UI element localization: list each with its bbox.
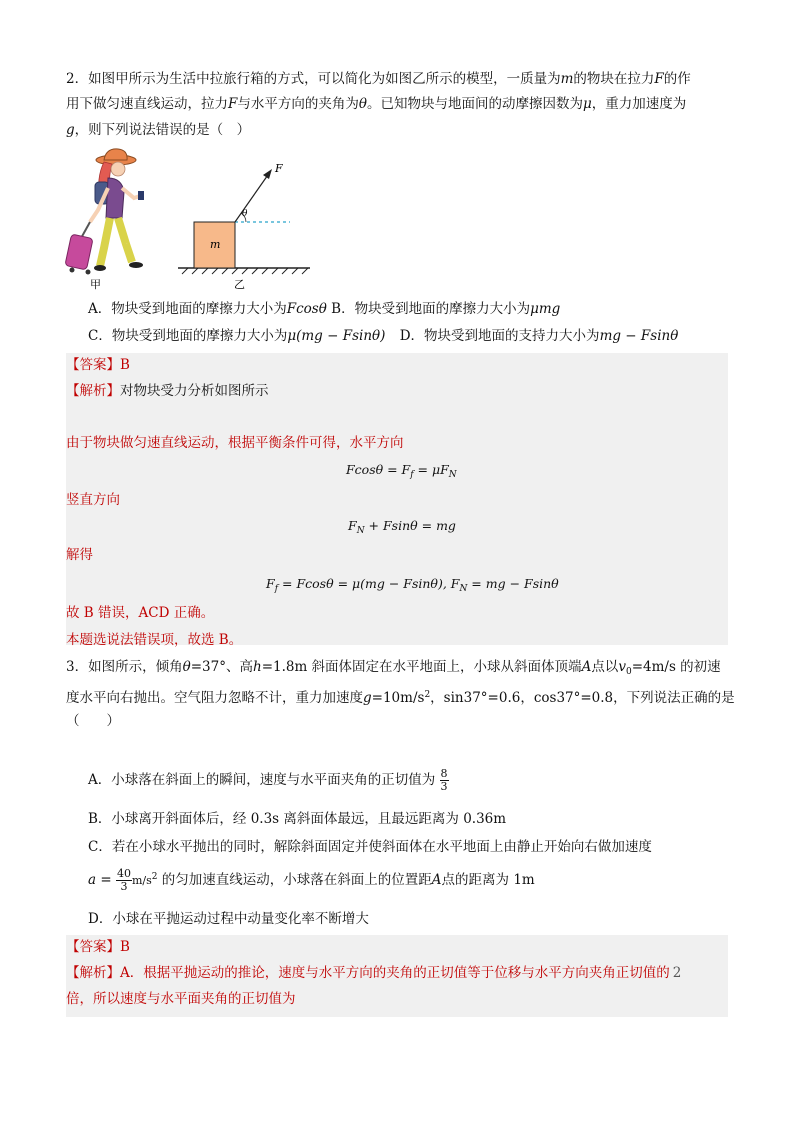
block-label-m: m <box>210 238 221 251</box>
q3-analysis-num: 2 <box>672 965 682 981</box>
q3-stem-line2 <box>66 686 735 707</box>
q3-answer: 【答案】B <box>66 939 130 955</box>
q2-text: 与水平方向的夹角为 <box>237 96 359 112</box>
q3-option-A-text: A．小球落在斜面上的瞬间，速度与水平面夹角的正切值为 <box>88 772 436 788</box>
q3-option-D: D．小球在平抛运动过程中动量变化率不断增大 <box>88 911 369 927</box>
eq-sub: f <box>410 470 414 480</box>
q3-text: =37°、高 <box>190 659 253 675</box>
q2-option-C: C．物块受到地面的摩擦力大小为 <box>88 328 288 344</box>
q2-analysis-tag: 【解析】 <box>66 383 120 399</box>
q2-text: 。已知物块与地面间的动摩擦因数为 <box>367 96 584 112</box>
q3-sup: 2 <box>424 690 431 700</box>
q2-var-g: g <box>66 122 75 138</box>
eq-part: Fcosθ = F <box>346 462 411 477</box>
eq-sub: N <box>448 470 457 480</box>
q2-var-F: F <box>654 71 664 87</box>
eq-part: F <box>348 518 357 533</box>
q3-stem-line1 <box>66 658 721 681</box>
q2-option-A: A．物块受到地面的摩擦力大小为 <box>88 301 287 317</box>
q3-stem-line3: （ ） <box>66 713 120 729</box>
q3-var-v-sub: 0 <box>625 667 632 677</box>
q2-var-m: m <box>560 71 574 87</box>
q3-text: 点以 <box>591 659 619 675</box>
block-model <box>178 169 310 274</box>
q3-text: 点的距离为 1m <box>441 872 535 888</box>
q2-equation-1 <box>346 462 457 480</box>
eq-sub: f <box>274 584 279 594</box>
q2-equation-2 <box>348 518 456 536</box>
q2-option-C-expr: μ(mg − Fsinθ) <box>287 328 386 344</box>
q2-option-B: B．物块受到地面的摩擦力大小为 <box>331 301 531 317</box>
q3-text: ，sin37°=0.6，cos37°=0.8，下列说法正确的是 <box>430 690 735 706</box>
q2-text: ，则下列说法错误的是（ ） <box>74 122 251 138</box>
q2-conclusion-2: 本题选说法错误项，故选 B。 <box>66 632 243 648</box>
q2-var-F: F <box>228 96 238 112</box>
q2-option-A-expr: Fcosθ <box>286 301 327 317</box>
q2-option-D-expr: mg − Fsinθ <box>599 328 679 344</box>
q3-unit: m/s <box>131 874 152 887</box>
q3-text: 的匀加速直线运动，小球落在斜面上的位置距 <box>157 872 432 888</box>
q3-var-A: A <box>581 659 592 675</box>
q2-analysis-line1 <box>66 382 269 400</box>
q3-text: 3．如图所示，倾角 <box>66 659 183 675</box>
angle-label-theta: θ <box>242 209 248 219</box>
q2-stem-line2 <box>66 95 686 113</box>
q3-var-g: g <box>363 690 372 706</box>
q2-analysis-text: 对物块受力分析如图所示 <box>120 383 269 399</box>
q2-answer: 【答案】B <box>66 357 130 373</box>
fraction-40-3 <box>116 868 132 893</box>
q3-text: =10m/s <box>371 690 425 706</box>
q3-sup: 2 <box>151 872 158 882</box>
q3-option-C-line2 <box>88 868 535 893</box>
eq-part: = μF <box>413 462 449 477</box>
q2-text: 的物块在拉力 <box>573 71 655 87</box>
eq-part: = Fcosθ = μ(mg − Fsinθ), F <box>278 576 460 591</box>
q3-analysis-text: A．根据平抛运动的推论，速度与水平方向的夹角的正切值等于位移与水平方向夹角正切值的 <box>120 965 670 981</box>
q2-text: 用下做匀速直线运动，拉力 <box>66 96 228 112</box>
q2-analysis-line2: 由于物块做匀速直线运动，根据平衡条件可得，水平方向 <box>66 435 404 451</box>
q3-analysis-line2: 倍，所以速度与水平面夹角的正切值为 <box>66 991 296 1007</box>
q3-var-h: h <box>252 659 262 675</box>
q2-var-mu: μ <box>583 96 592 112</box>
q3-text: =4m/s 的初速 <box>631 659 721 675</box>
q3-var-theta: θ <box>182 659 191 675</box>
q2-conclusion-1: 故 B 错误，ACD 正确。 <box>66 605 215 621</box>
traveler-illustration <box>65 149 144 275</box>
fraction-num: 40 <box>116 867 131 880</box>
q3-var-a: a <box>88 872 97 888</box>
eq-sub: N <box>459 584 468 594</box>
q3-option-A <box>88 768 449 793</box>
q3-analysis-tag: 【解析】 <box>66 965 120 981</box>
q2-text: 2．如图甲所示为生活中拉旅行箱的方式，可以简化为如图乙所示的模型，一质量为 <box>66 71 561 87</box>
q2-solve-label: 解得 <box>66 547 93 563</box>
q3-var-A: A <box>431 872 442 888</box>
figure-label-jia: 甲 <box>90 278 101 291</box>
q2-equation-3 <box>266 576 559 594</box>
q2-var-theta: θ <box>358 96 368 112</box>
q2-options-AB <box>88 300 560 318</box>
q3-var-v: v <box>618 659 626 675</box>
fraction-8-3 <box>440 768 449 793</box>
eq-sub: N <box>356 526 365 536</box>
fraction-num: 8 <box>440 767 448 780</box>
fraction-den: 3 <box>440 780 448 793</box>
q2-option-D: D．物块受到地面的支持力大小为 <box>399 328 600 344</box>
figure-label-yi: 乙 <box>234 278 245 291</box>
q3-option-C-line1: C．若在小球水平抛出的同时，解除斜面固定并使斜面体在水平地面上由静止开始向右做加速度 <box>88 839 652 855</box>
fraction-den: 3 <box>120 880 128 893</box>
q3-analysis-line1 <box>66 964 681 982</box>
eq-part: F <box>266 576 275 591</box>
force-label-F: F <box>275 162 283 175</box>
q2-text: ，重力加速度为 <box>591 96 687 112</box>
q3-text: 度水平向右抛出。空气阻力忽略不计，重力加速度 <box>66 690 363 706</box>
eq-part: + Fsinθ = mg <box>364 518 456 533</box>
q2-stem-line1 <box>66 70 691 88</box>
q2-stem-line3 <box>66 121 250 139</box>
q2-option-B-expr: μmg <box>530 301 561 317</box>
q2-text: 的作 <box>663 71 691 87</box>
q3-option-B: B．小球离开斜面体后，经 0.3s 离斜面体最远，且最远距离为 0.36m <box>88 811 507 827</box>
q2-figure <box>60 148 330 293</box>
q3-text: =1.8m 斜面体固定在水平地面上，小球从斜面体顶端 <box>261 659 582 675</box>
eq-part: = mg − Fsinθ <box>467 576 559 591</box>
q2-options-CD <box>88 327 678 345</box>
q3-text: = <box>96 872 116 888</box>
force-arrow <box>235 172 270 222</box>
q2-vertical-label: 竖直方向 <box>66 492 120 508</box>
